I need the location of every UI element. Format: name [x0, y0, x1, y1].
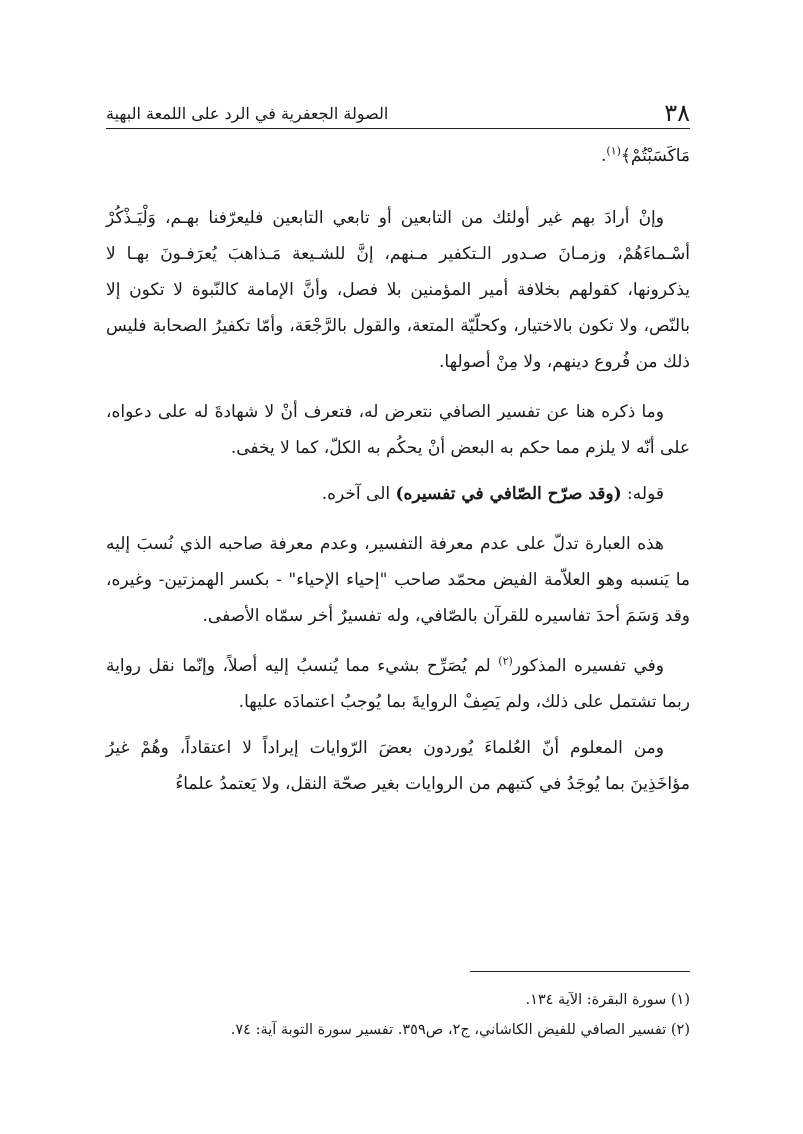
quote-outro: الى آخره.	[321, 484, 396, 504]
paragraph-2: وما ذكره هنا عن تفسير الصافي نتعرض له، فتعرف أنْ لا شهادةَ له على دعواه، على أنّه لا يلزم مما حكم به البعض أنْ يحكُم به الكلّ، كما لا يخفى.	[106, 402, 690, 458]
quoted-phrase: (وقد صرّح الصّافي في تفسيره)	[395, 484, 622, 504]
paragraph-3	[106, 476, 690, 512]
running-title: الصولة الجعفرية في الرد على اللمعة البهية	[106, 104, 389, 123]
paragraph-5-start: وفي تفسيره المذكور	[512, 656, 664, 676]
paragraph-5	[106, 648, 690, 720]
paragraph-5-end: لم يُصَرِّح بشيء مما يُنسبُ إليه أصلاً، وإنّما نقل رواية ربما تشتمل على ذلك، ولم يَصِفْ الروايةَ بما يُوجبُ اعتمادَه عليها.	[106, 656, 690, 712]
quran-quote-ending	[106, 138, 690, 174]
quote-intro: قوله:	[621, 484, 664, 504]
footnote-divider	[470, 971, 690, 972]
quote-text: مَاكَسَبْتُمْ﴾	[620, 146, 690, 166]
page-number: ٣٨	[664, 99, 690, 127]
footnote-2: (٢) تفسير الصافي للفيض الكاشاني، ج٢، ص٣٥٩. تفسير سورة التوبة آية: ٧٤.	[230, 1022, 690, 1038]
footnote-1: (١) سورة البقرة: الآية ١٣٤.	[525, 992, 690, 1008]
footnote-ref-1: (١)	[606, 144, 621, 158]
footnote-ref-2: (٢)	[498, 654, 513, 668]
page-header	[106, 98, 690, 129]
quote-tail: .	[600, 146, 607, 166]
main-text	[106, 138, 690, 816]
paragraph-4: هذه العبارة تدلّ على عدم معرفة التفسير، وعدم معرفة صاحبه الذي نُسبَ إليه ما يَنسبه وهو العلاّمة الفيض محمّد صاحب "إحياء الإحياء" - بكسر الهمزتين- وغيره، وقد وَسَمَ أحدَ تفاسيره للقرآن بالصّافي، وله تفسيرٌ أخر سمّاه الأصفى.	[106, 534, 690, 626]
paragraph-1: وإنْ أرادَ بهم غير أولئك من التابعين أو تابعي التابعين فليعرّفنا بهـم، وَلْيَـذْكُرْ أسْـماءَهُمْ، وزمـانَ صـدور الـتكفير مـنهم، إنَّ للشـيعة مَـذاهبَ يُعرَفـونَ بهـا لا يذكرونها، كقولهم بخلافة أمير المؤمنين بلا فصل، وأنَّ الإمامة كالنّبوة لا تكون إلا بالنّص، ولا تكون بالاختيار، وكحلّيّة المتعة، والقول بالرَّجْعَة، وأمّا تكفيرُ الصحابة فليس ذلك من فُروع دينهم، ولا مِنْ أصولها.	[106, 208, 690, 372]
paragraph-6: ومن المعلوم أنّ العُلماءَ يُوردون بعضَ الرّوايات إيراداً لا اعتقاداً، وهُمْ غيرُ مؤاخَذِينَ بما يُوجَدُ في كتبهم من الروايات بغير صحّة النقل، ولا يَعتمدُ علماءُ	[106, 738, 690, 794]
footnotes	[106, 985, 690, 1045]
